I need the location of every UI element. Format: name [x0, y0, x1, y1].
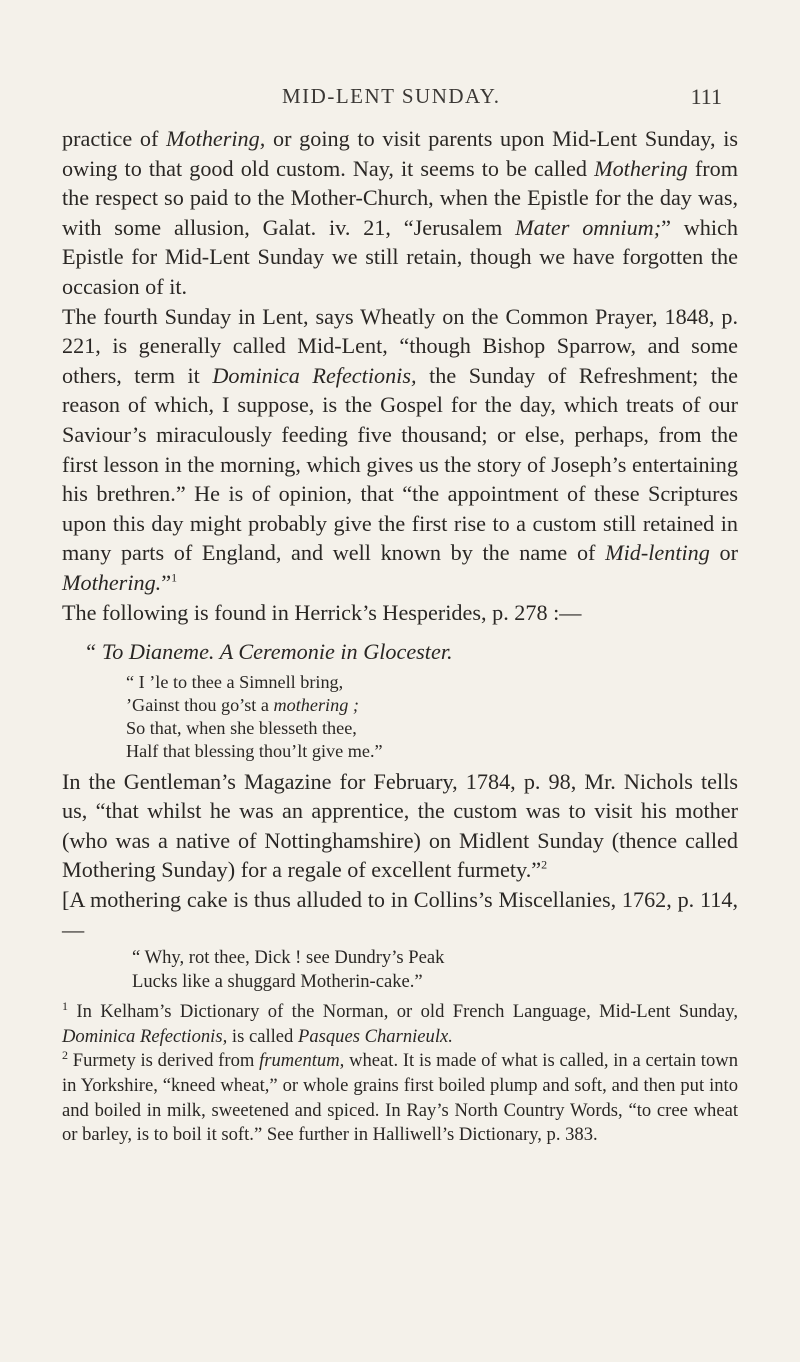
verse-line: Half that blessing thou’lt give me.” [126, 740, 383, 761]
italic-text: Dominica Refectionis, [62, 1025, 228, 1047]
verse-line: “ I ’le to thee a Simnell bring, [126, 671, 344, 692]
footnote-2 [62, 1049, 738, 1147]
running-head [0, 84, 800, 114]
text: ’Gainst thou go’st a [126, 694, 274, 715]
text: from the respect so paid to the Mother-Church, when the Epistle for the day was, with some allusion, Galat. iv. 21, “Jerusalem [62, 155, 738, 240]
poem-heading: “ To Dianeme. A Ceremonie in Glocester. [84, 639, 453, 665]
verse-herrick [126, 671, 738, 763]
paragraph-4 [62, 767, 738, 885]
footnote-ref-1: 1 [171, 570, 178, 585]
text: ” which Epistle for Mid-Lent Sunday we still retain, though we have forgotten the occasion of it. [62, 214, 738, 299]
verse-line: So that, when she blesseth thee, [126, 717, 357, 738]
italic-text: Dominica Refectionis, [212, 362, 417, 388]
text: the Sunday of Refreshment; the reason of which, I suppose, is the Gospel for the day, which treats of our Saviour’s miraculously feeding five thousand; or else, perhaps, from the first lesson in the morning, which gives us the story of Joseph’s entertaining his brethren.” He is of opinion, that “the appointment of these Scriptures upon this day might probably give the first rise to a custom still retained in many parts of England, and well known by the name of [62, 362, 738, 566]
verse-collins [132, 946, 738, 994]
text: ” [161, 569, 172, 595]
italic-text: mothering ; [273, 694, 359, 715]
text: wheat. It is made of what is called, in a certain town in Yorkshire, “kneed wheat,” or whole grains first boiled plump and soft, and then put into and boiled in milk, sweetened and spiced. In Ray’s North Country Words, “to cree wheat or barley, is to boil it soft.” See further in Halliwell’s Dictionary, p. 383. [62, 1050, 738, 1146]
verse-line [126, 694, 738, 717]
footnote-ref-2: 2 [541, 858, 548, 873]
body-text [62, 124, 738, 1148]
paragraph-2 [62, 302, 738, 598]
italic-text: Mothering, [166, 126, 266, 151]
page-number: 111 [690, 84, 722, 109]
footnotes [62, 1000, 738, 1148]
text: or going to visit parents upon Mid-Lent Sunday, is owing to that good old custom. Nay, it seems to be called [62, 126, 738, 181]
text: is called [227, 1025, 298, 1047]
italic-text: Mothering. [62, 569, 162, 595]
text: Furmety is derived from [68, 1050, 260, 1072]
verse-line: Lucks like a shuggard Motherin-cake.” [132, 971, 423, 993]
running-title: MID-LENT SUNDAY. [282, 84, 501, 108]
paragraph-3: The following is found in Herrick’s Hesperides, p. 278 :— [62, 599, 582, 625]
paragraph-1 [62, 124, 738, 302]
text: In Kelham’s Dictionary of the Norman, or old French Language, Mid-Lent Sunday, [68, 1001, 738, 1023]
footnote-mark: 2 [62, 1048, 68, 1063]
italic-text: Pasques Charnieulx. [297, 1025, 453, 1047]
italic-text: Mater omnium; [515, 214, 662, 240]
text: The fourth Sunday in Lent, says Wheatly on the Common Prayer, 1848, p. 221, is generally called Mid-Lent, “though Bishop Sparrow, and some others, term it [62, 303, 738, 388]
text: In the Gentleman’s Magazine for February, 1784, p. 98, Mr. Nichols tells us, “that whilst he was an apprentice, the custom was to visit his mother (who was a native of Nottinghamshire) on Midlent Sunday (thence called Mothering Sunday) for a regale of excellent furmety.” [62, 768, 738, 883]
italic-text: Mid-lenting [605, 540, 710, 566]
italic-text: frumentum, [259, 1050, 345, 1072]
verse-line: “ Why, rot thee, Dick ! see Dundry’s Peak [132, 947, 445, 969]
footnote-mark: 1 [62, 999, 68, 1014]
text: or [709, 540, 738, 566]
italic-text: Mothering [594, 155, 688, 181]
footnote-1 [62, 1000, 738, 1049]
text: practice of [62, 126, 167, 151]
paragraph-5: [A mothering cake is thus alluded to in Collins’s Miscellanies, 1762, p. 114,— [62, 887, 738, 942]
